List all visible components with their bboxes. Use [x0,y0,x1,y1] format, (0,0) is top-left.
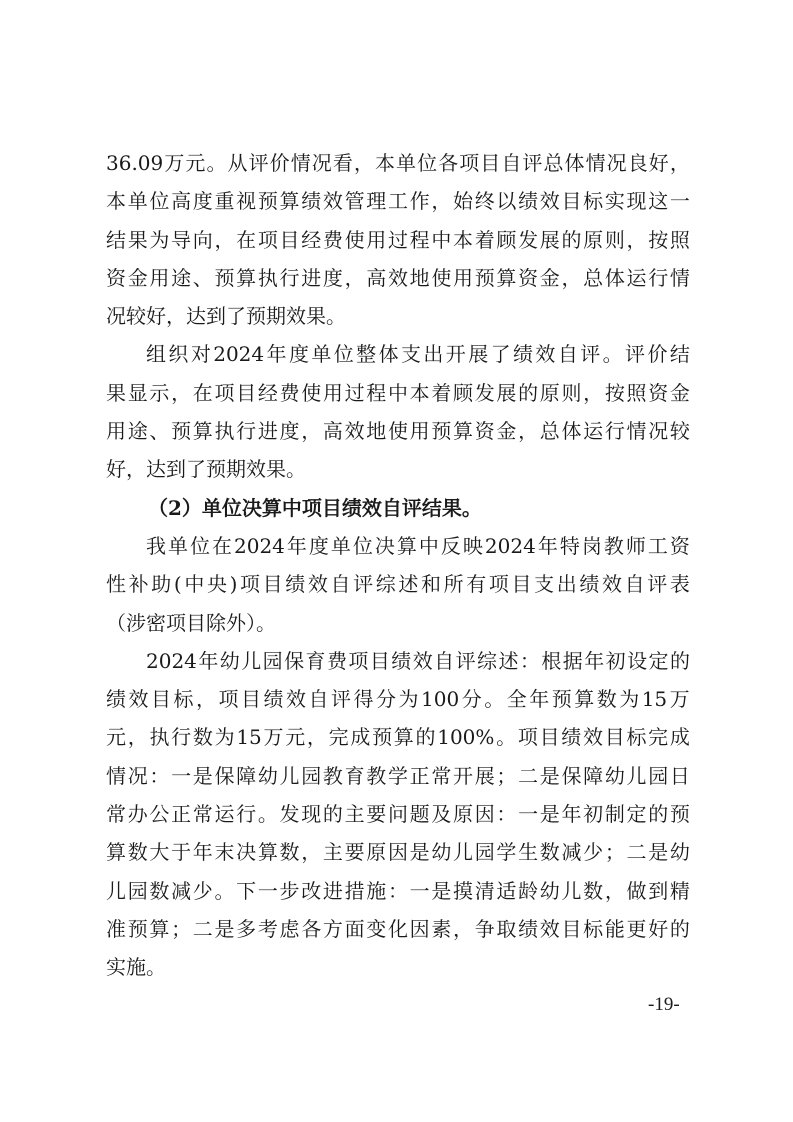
paragraph-4-line-3: 元 ， 执 行 数 为 15 万 元 ， 完 成 预 算 的 100% 。 项 目 绩 效 目 标 完 成 [106,725,690,750]
paragraph-2-line-2: 果 显 示 ， 在 项 目 经 费 使 用 过 程 中 本 着 顾 发 展 的 原 则 ， 按 照 资 金 [106,380,690,405]
paragraph-4-line-2: 绩 效 目 标 ， 项 目 绩 效 自 评 得 分 为 100 分 。 全 年 预 算 数 为 15 万 [106,687,690,712]
paragraph-2-line-1: 组 织 对 2024 年 度 单 位 整 体 支 出 开 展 了 绩 效 自 评 。 评 价 结 [146,342,690,367]
paragraph-1-line-2: 本 单 位 高 度 重 视 预 算 绩 效 管 理 工 作 ， 始 终 以 绩 效 目 标 实 现 这 一 [106,189,690,214]
paragraph-4-line-1: 2024 年 幼 儿 园 保 育 费 项 目 绩 效 自 评 综 述 ： 根 据 年 初 设 定 的 [146,648,690,673]
paragraph-1-line-5: 况较好，达到了预期效果。 [106,304,346,329]
paragraph-3-line-3: （涉密项目除外）。 [106,610,276,635]
paragraph-4-line-4: 情 况 ： 一 是 保 障 幼 儿 园 教 育 教 学 正 常 开 展 ； 二 是 保 障 幼 儿 园 日 [106,763,690,788]
paragraph-3-line-1: 我 单 位 在 2024 年 度 单 位 决 算 中 反 映 2024 年 特 岗 教 师 工 资 [146,533,690,558]
paragraph-3-line-2: 性 补 助 ( 中 央 ) 项 目 绩 效 自 评 综 述 和 所 有 项 目 支 出 绩 效 自 评 表 [106,572,690,597]
paragraph-1-line-4: 资 金 用 途 、 预 算 执 行 进 度 ， 高 效 地 使 用 预 算 资 金 ， 总 体 运 行 情 [106,265,690,290]
paragraph-4-line-5: 常 办 公 正 常 运 行 。 发 现 的 主 要 问 题 及 原 因 ： 一 是 年 初 制 定 的 预 [106,802,690,827]
paragraph-4-line-6: 算 数 大 于 年 末 决 算 数 ， 主 要 原 因 是 幼 儿 园 学 生 数 减 少 ； 二 是 幼 [106,840,690,865]
paragraph-1-line-3: 结 果 为 导 向 ， 在 项 目 经 费 使 用 过 程 中 本 着 顾 发 展 的 原 则 ， 按 照 [106,227,690,252]
paragraph-1-line-1: 36.09 万 元 。 从 评 价 情 况 看 ， 本 单 位 各 项 目 自 评 总 体 情 况 良 好 ， [106,151,690,175]
page-number: -19- [648,994,680,1015]
section-heading: （2）单位决算中项目绩效自评结果。 [148,495,482,520]
document-body [106,144,690,987]
paragraph-4-line-9: 实施。 [106,955,166,980]
paragraph-4-line-8: 准 预 算 ； 二 是 多 考 虑 各 方 面 变 化 因 素 ， 争 取 绩 效 目 标 能 更 好 的 [106,916,690,941]
paragraph-2-line-3: 用 途 、 预 算 执 行 进 度 ， 高 效 地 使 用 预 算 资 金 ， 总 体 运 行 情 况 较 [106,419,690,444]
paragraph-2-line-4: 好，达到了预期效果。 [106,457,306,482]
paragraph-4-line-7: 儿 园 数 减 少 。 下 一 步 改 进 措 施 ： 一 是 摸 清 适 龄 幼 儿 数 ， 做 到 精 [106,878,690,903]
